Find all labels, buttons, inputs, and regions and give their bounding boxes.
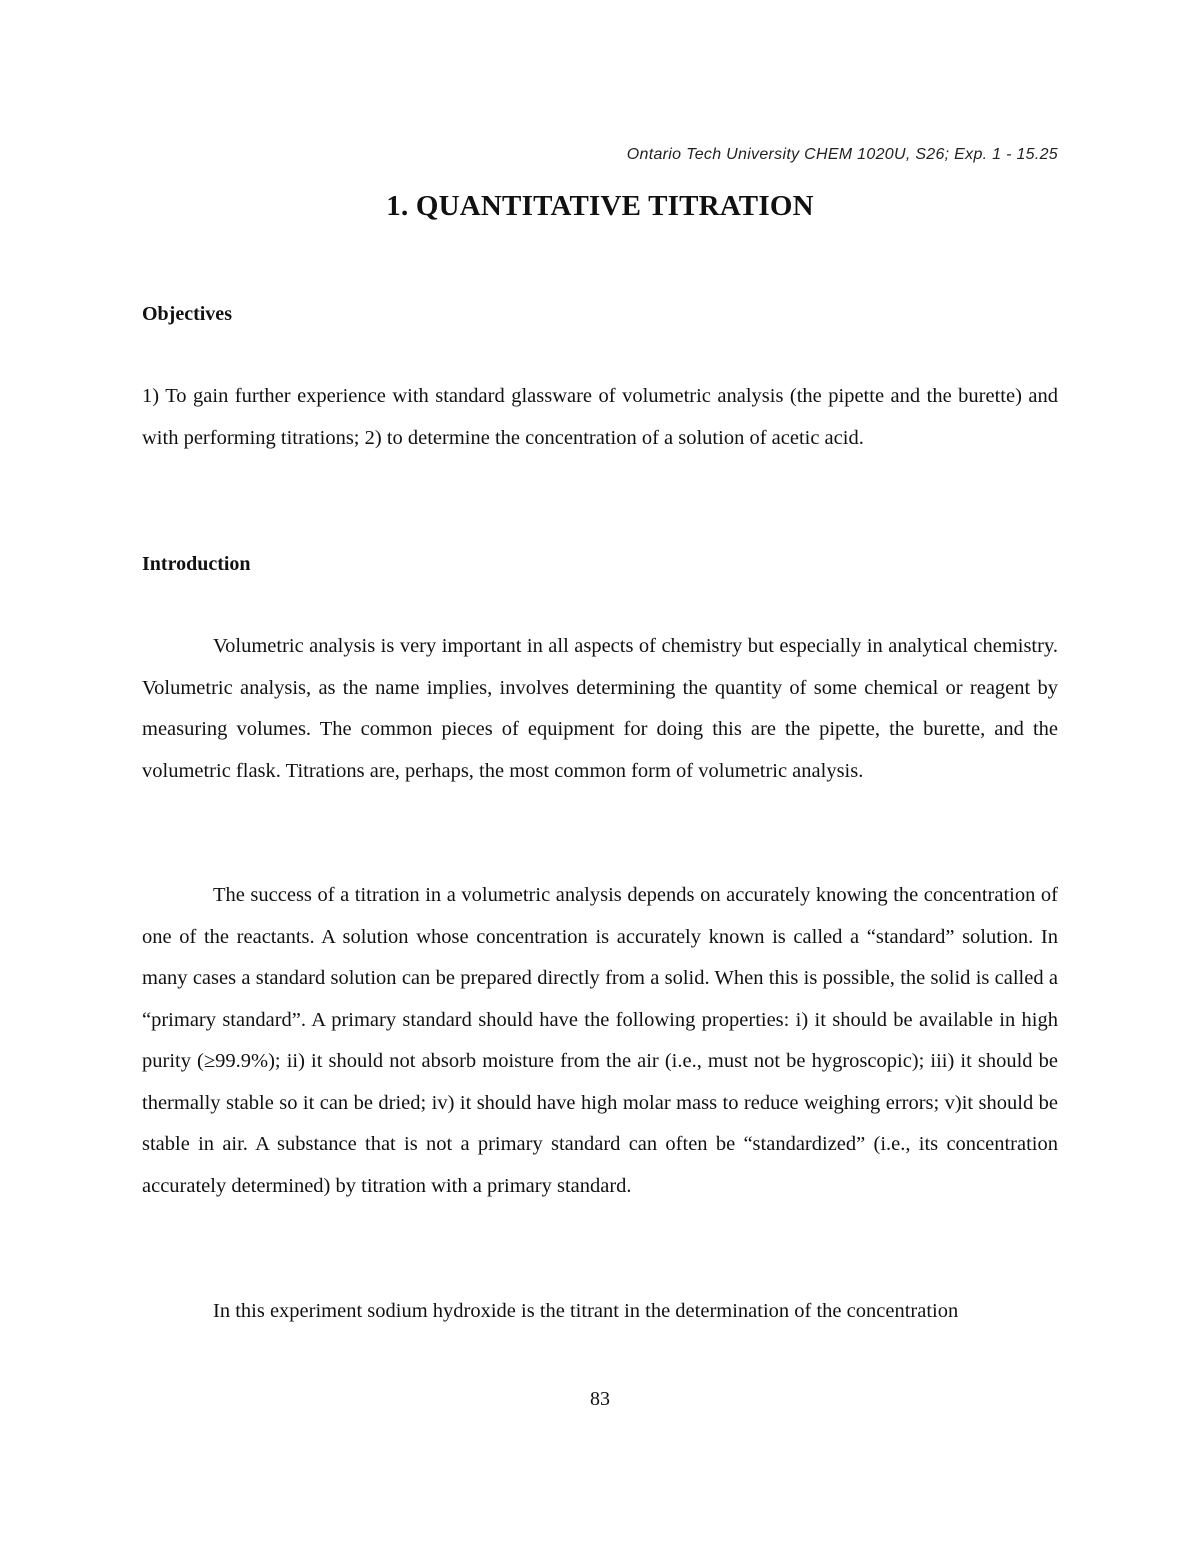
introduction-heading: Introduction	[142, 553, 251, 575]
running-header: Ontario Tech University CHEM 1020U, S26; Exp. 1 - 15.25	[626, 146, 1058, 163]
objectives-paragraph: 1) To gain further experience with standard glassware of volumetric analysis (the pipette and the burette) and with performing titrations; 2) to determine the concentration of a solution of acetic acid.	[142, 385, 1058, 449]
page-number: 83	[590, 1388, 610, 1410]
intro-paragraph-1: Volumetric analysis is very important in all aspects of chemistry but especially in analytical chemistry. Volumetric analysis, as the name implies, involves determining the quantity of some chemical or reagent by measuring volumes. The common pieces of equipment for doing this are the pipette, the burette, and the volumetric flask. Titrations are, perhaps, the most common form of volumetric analysis.	[142, 635, 1058, 782]
objectives-heading: Objectives	[142, 303, 232, 325]
intro-paragraph-2: The success of a titration in a volumetric analysis depends on accurately knowing the concentration of one of the reactants. A solution whose concentration is accurately known is called a “standard” solution. In many cases a standard solution can be prepared directly from a solid. When this is possible, the solid is called a “primary standard”. A primary standard should have the following properties: i) it should be available in high purity (≥99.9%); ii) it should not absorb moisture from the air (i.e., must not be hygroscopic); iii) it should be thermally stable so it can be dried; iv) it should have high molar mass to reduce weighing errors; v)it should be stable in air. A substance that is not a primary standard can often be “standardized” (i.e., its concentration accurately determined) by titration with a primary standard.	[142, 884, 1058, 1197]
document-title: 1. QUANTITATIVE TITRATION	[386, 190, 814, 222]
intro-paragraph-3: In this experiment sodium hydroxide is the titrant in the determination of the concentration	[213, 1300, 959, 1322]
